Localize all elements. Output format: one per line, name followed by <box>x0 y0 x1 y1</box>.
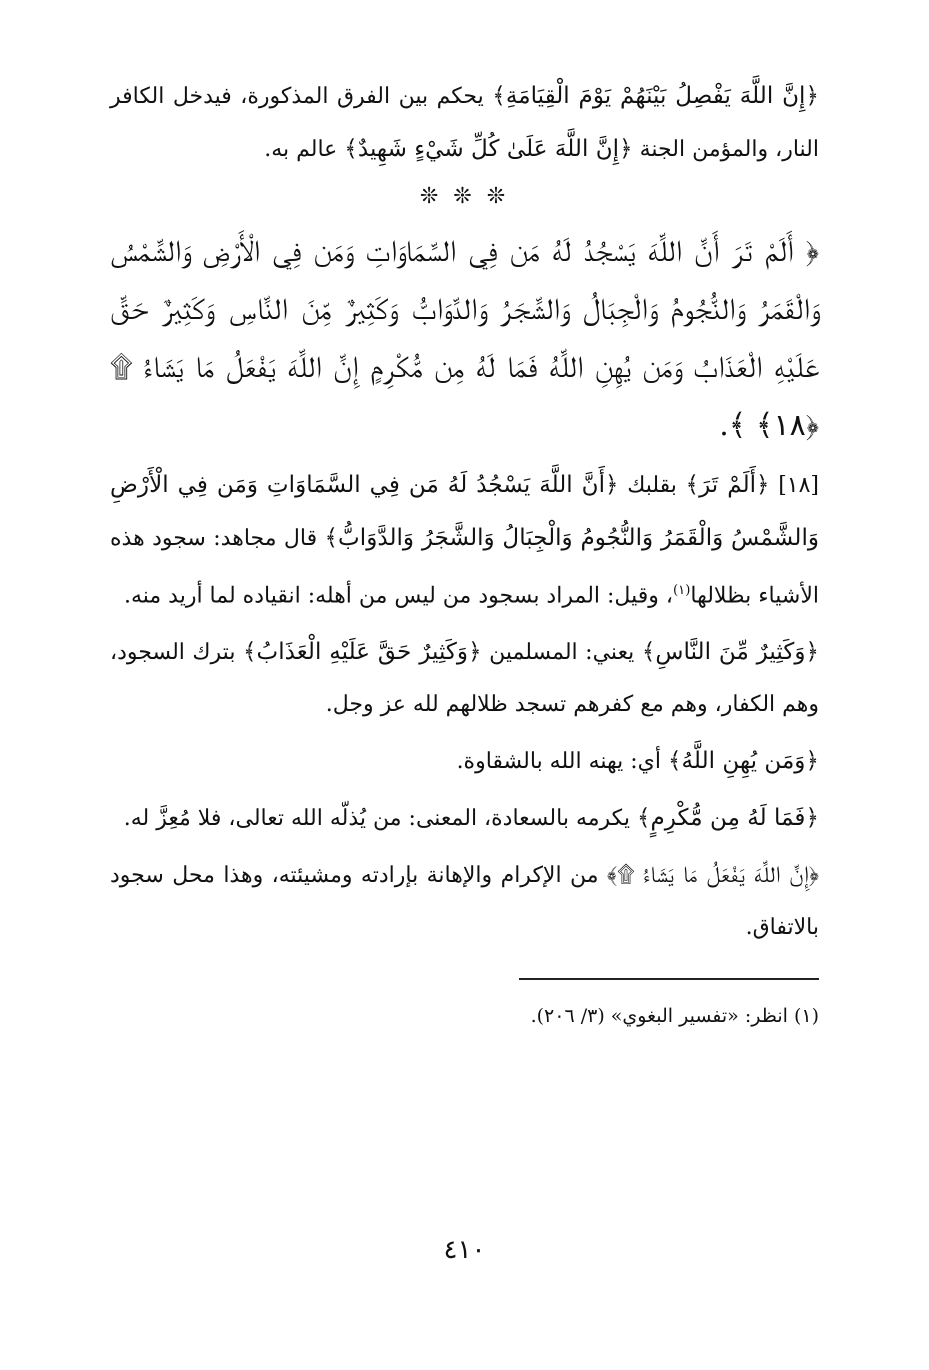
footnote <box>110 996 819 1036</box>
commentary-paragraph-6 <box>110 849 819 954</box>
commentary-text: بقلبك <box>627 473 677 498</box>
footnote-text: انظر: «تفسير البغوي» (٣/ ٢٠٦). <box>530 1005 788 1028</box>
page-body <box>110 70 819 1036</box>
commentary-text: يكرمه بالسعادة، المعنى: من يُذلّه الله تعالى، فلا مُعِزَّ له. <box>123 806 630 832</box>
section-separator: ❊ ❊ ❊ <box>419 184 510 209</box>
commentary-paragraph-4 <box>110 735 819 788</box>
footnote-number: (١) <box>793 1005 819 1028</box>
quran-quote: ﴿إِنَّ اللَّهَ عَلَىٰ كُلِّ شَيْءٍ شَهِيدٌ﴾ <box>344 136 633 162</box>
quran-quote: ﴿وَكَثِيرٌ مِّنَ النَّاسِ﴾ <box>641 639 820 666</box>
commentary-paragraph-2 <box>110 459 819 622</box>
quran-quote: ﴿وَكَثِيرٌ حَقَّ عَلَيْهِ الْعَذَابُ﴾ <box>242 639 482 666</box>
commentary-paragraph-1 <box>110 70 819 176</box>
verse-number: [١٨] <box>778 473 820 498</box>
quran-quote: ﴿أَلَمْ تَرَ﴾ <box>685 472 770 498</box>
commentary-text: يعني: المسلمين <box>489 640 635 666</box>
footnote-divider <box>519 978 819 980</box>
commentary-paragraph-5 <box>110 792 819 845</box>
quran-quote: ﴿إِنَّ اللَّهَ يَفْصِلُ بَيْنَهُمْ يَوْمَ الْقِيَامَةِ﴾ <box>492 83 820 109</box>
commentary-text: يحكم بين الفرق المذكورة، فيدخل الكافر النار، والمؤمن الجنة <box>110 84 819 162</box>
page-number: ٤١٠ <box>443 1235 486 1265</box>
commentary-text: أي: يهنه الله بالشقاوة. <box>456 749 662 775</box>
commentary-text: بترك السجود، وهم الكفار، وهم مع كفرهم تسجد ظلالهم لله عز وجل. <box>110 640 819 718</box>
quran-quote: ﴿إِنَّ اللَّهَ يَفْعَلُ مَا يَشَاءُ ۩﴾ <box>607 862 819 889</box>
verse-block: ﴿ أَلَمْ تَرَ أَنَّ اللَّهَ يَسْجُدُ لَهُ مَن فِي السَّمَاوَاتِ وَمَن فِي الْأَرْضِ وَالشَّمْسُ وَالْقَمَرُ وَالنُّجُومُ وَالْجِبَالُ وَالشَّجَرُ وَالدَّوَابُّ وَكَثِيرٌ مِّنَ النَّاسِ وَكَثِيرٌ حَقَّ عَلَيْهِ الْعَذَابُ وَمَن يُهِنِ اللَّهُ فَمَا لَهُ مِن مُّكْرِمٍ إِنَّ اللَّهَ يَفْعَلُ مَا يَشَاءُ ۩ ﴿١٨﴾ ﴾. <box>110 234 819 443</box>
quran-quote: ﴿فَمَا لَهُ مِن مُّكْرِمٍ﴾ <box>636 805 819 832</box>
commentary-text: عالم به. <box>264 137 338 162</box>
commentary-text: من الإكرام والإهانة بإرادته ومشيئته، وهذا محل سجود بالاتفاق. <box>110 863 819 941</box>
footnote-reference[interactable]: (١) <box>672 583 691 598</box>
commentary-paragraph-3 <box>110 626 819 731</box>
commentary-text: قال مجاهد: سجود هذه الأشياء بظلالها <box>110 526 819 609</box>
commentary-text: ، وقيل: المراد بسجود من ليس من أهله: انقياده لما أريد منه. <box>123 583 673 609</box>
quran-quote: ﴿أَنَّ اللَّهَ يَسْجُدُ لَهُ مَن فِي السَّمَاوَاتِ وَمَن فِي الْأَرْضِ وَالشَّمْسُ وَالْقَمَرُ وَالنُّجُومُ وَالْجِبَالُ وَالشَّجَرُ وَالدَّوَابُّ﴾ <box>110 472 820 551</box>
quran-quote: ﴿وَمَن يُهِنِ اللَّهُ﴾ <box>668 748 819 775</box>
